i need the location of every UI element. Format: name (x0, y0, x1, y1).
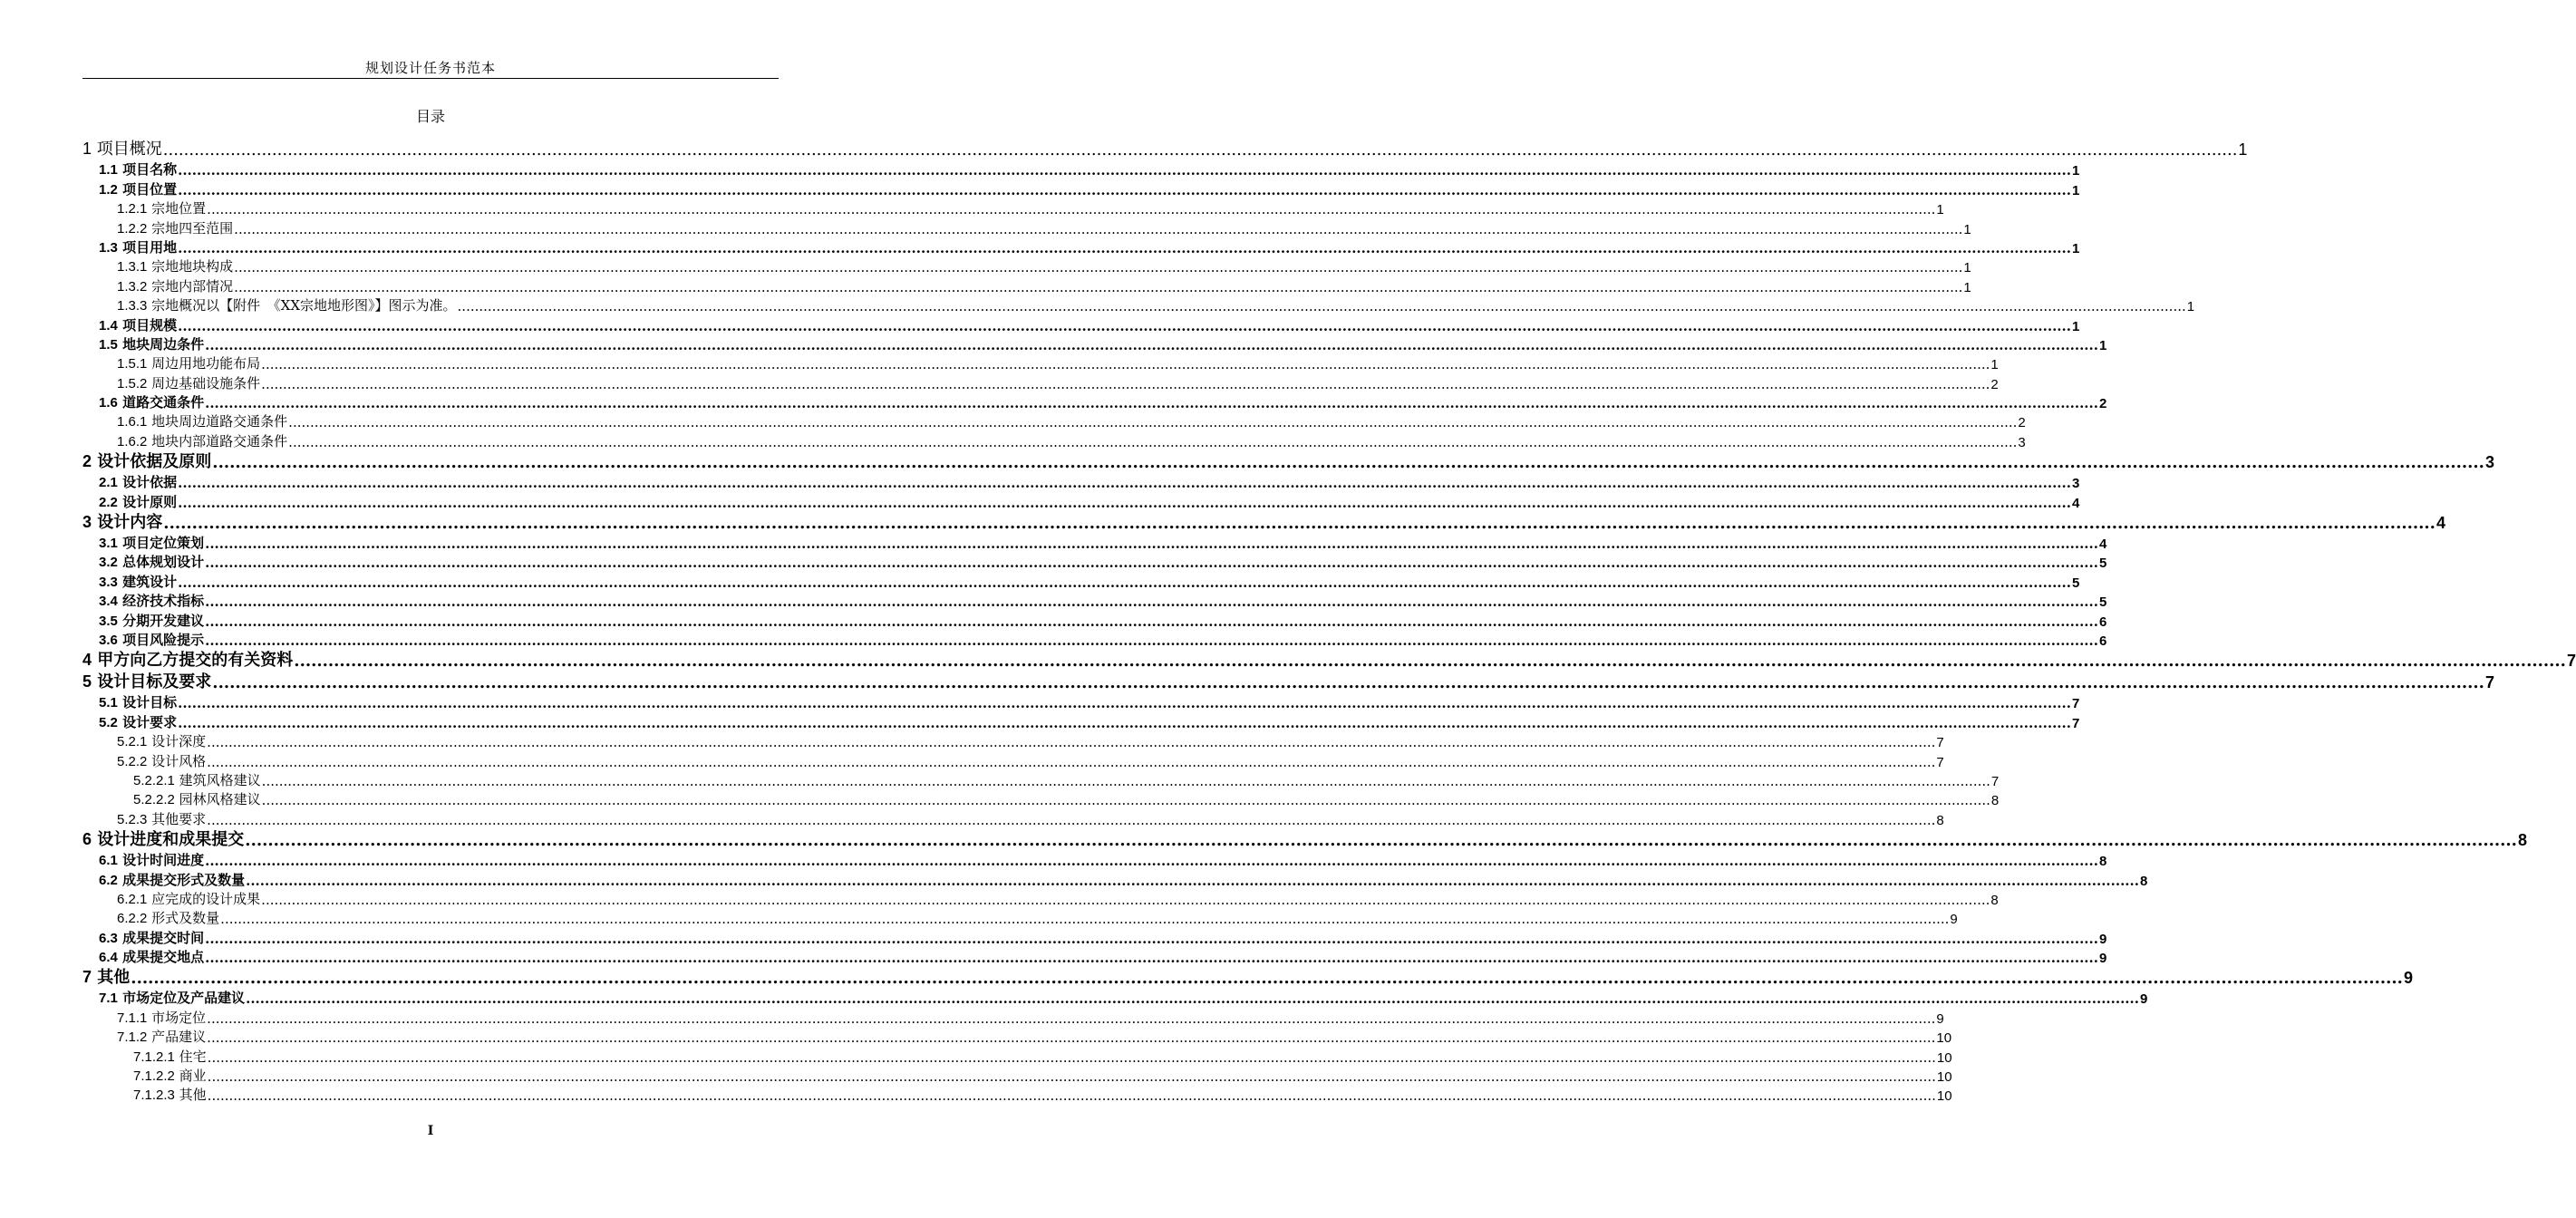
toc-dot-leader: ................................................................................................................................................................................................................................................................................................................................................................................................................ (178, 695, 2071, 712)
toc-entry-text: 项目概况 (96, 140, 162, 159)
toc-entry-label (117, 908, 219, 927)
toc-entry-label (82, 449, 211, 472)
toc-entry-page: 7 (2071, 696, 2080, 712)
toc-dot-leader: ................................................................................................................................................................................................................................................................................................................................................................................................................ (212, 452, 2484, 472)
toc-entry-label (117, 218, 233, 237)
toc-dot-leader: ................................................................................................................................................................................................................................................................................................................................................................................................................ (178, 714, 2071, 731)
toc-entry-page: 1 (2186, 299, 2195, 315)
toc-entry-text: 设计进度和成果提交 (97, 829, 245, 849)
toc-entry-page: 1 (1990, 357, 1999, 373)
toc-entry-label (117, 353, 260, 372)
toc-entry-page: 3 (2071, 476, 2080, 492)
toc-entry-label (99, 334, 204, 353)
toc-entry-text: 建筑设计 (122, 573, 178, 590)
toc-entry-page: 8 (2098, 854, 2107, 870)
toc-entry-page: 5 (2071, 575, 2080, 591)
toc-entry-number: 6.2 (99, 872, 118, 888)
toc-entry[interactable] (82, 966, 2413, 989)
toc-entry-page: 9 (2403, 969, 2413, 988)
toc-entry-text: 设计风格 (151, 752, 207, 769)
toc-entry[interactable] (82, 198, 1944, 218)
page-number: I (427, 1124, 434, 1138)
toc-entry[interactable] (82, 828, 2527, 850)
toc-entry-page: 7 (2566, 651, 2576, 670)
toc-entry-page: 10 (1936, 1030, 1952, 1047)
toc-entry[interactable] (82, 711, 2080, 731)
toc-entry-label (99, 552, 204, 571)
toc-entry-label (82, 647, 293, 671)
toc-entry-number: 1.3.2 (117, 278, 148, 295)
toc-dot-leader: ................................................................................................................................................................................................................................................................................................................................................................................................................ (207, 1049, 1936, 1066)
toc-dot-leader: ................................................................................................................................................................................................................................................................................................................................................................................................................ (205, 950, 2098, 967)
toc-entry-label (99, 947, 204, 966)
toc-entry-label (133, 1047, 207, 1066)
toc-entry-page: 8 (1990, 793, 2000, 809)
toc-entry-label (99, 611, 204, 630)
toc-dot-leader: ................................................................................................................................................................................................................................................................................................................................................................................................................ (288, 414, 2018, 431)
toc-entry-text: 成果提交形式及数量 (122, 871, 246, 888)
toc-entry-page: 9 (1936, 1010, 1944, 1027)
toc-entry-text: 设计内容 (97, 512, 163, 532)
toc-entry-text: 形式及数量 (151, 910, 220, 927)
toc-dot-leader: ................................................................................................................................................................................................................................................................................................................................................................................................................ (220, 911, 1950, 928)
toc-entry-number: 6.2.1 (117, 891, 148, 907)
toc-entry[interactable] (82, 179, 2080, 198)
toc-entry-page: 7 (1990, 773, 2000, 789)
toc-entry-page: 8 (2517, 830, 2527, 849)
toc-entry-number: 5.2.1 (117, 734, 148, 750)
toc-dot-leader: ................................................................................................................................................................................................................................................................................................................................................................................................................ (207, 1010, 1936, 1027)
toc-entry-label (117, 276, 233, 295)
toc-entry-text: 设计目标 (122, 694, 178, 711)
toc-entry-number: 1.6.2 (117, 433, 148, 450)
toc-entry-number: 6.4 (99, 950, 118, 966)
toc-entry[interactable] (82, 314, 2080, 334)
toc-entry-text: 设计目标及要求 (97, 672, 212, 691)
toc-dot-leader: ................................................................................................................................................................................................................................................................................................................................................................................................................ (261, 772, 1990, 789)
toc-dot-leader: ................................................................................................................................................................................................................................................................................................................................................................................................................ (207, 1030, 1936, 1047)
toc-entry-text: 成果提交地点 (122, 949, 205, 966)
toc-entry-label (117, 411, 287, 430)
toc-entry-page: 10 (1936, 1049, 1952, 1066)
toc-entry-page: 8 (1936, 812, 1944, 828)
toc-entry-label (117, 256, 233, 276)
toc-entry-text: 其他 (179, 1087, 207, 1104)
toc-entry-number: 7.1.1 (117, 1010, 148, 1026)
toc-entry-label (133, 1066, 207, 1085)
toc-entry-text: 市场定位 (151, 1009, 207, 1026)
toc-entry[interactable] (82, 552, 2107, 572)
toc-entry-page: 10 (1936, 1088, 1952, 1105)
toc-entry-page: 1 (2098, 337, 2107, 353)
toc-entry-page: 1 (2071, 240, 2080, 256)
toc-dot-leader: ................................................................................................................................................................................................................................................................................................................................................................................................................ (178, 317, 2071, 334)
toc-entry-number: 2.2 (99, 494, 118, 510)
toc-entry[interactable] (82, 256, 1971, 276)
toc-dot-leader: ................................................................................................................................................................................................................................................................................................................................................................................................................ (131, 969, 2403, 989)
toc-dot-leader: ................................................................................................................................................................................................................................................................................................................................................................................................................ (205, 395, 2098, 412)
toc-dot-leader: ................................................................................................................................................................................................................................................................................................................................................................................................................ (207, 753, 1936, 770)
toc-entry-number: 6 (82, 829, 92, 848)
toc-entry-text: 宗地内部情况 (151, 277, 234, 295)
toc-entry[interactable] (82, 630, 2107, 649)
toc-entry-text: 项目名称 (122, 161, 178, 179)
toc-entry[interactable] (82, 334, 2107, 353)
toc-entry-page: 5 (2098, 594, 2107, 611)
toc-entry-number: 1.5 (99, 336, 118, 353)
toc-dot-leader: ................................................................................................................................................................................................................................................................................................................................................................................................................ (205, 336, 2098, 353)
toc-entry[interactable] (82, 947, 2107, 967)
toc-dot-leader: ................................................................................................................................................................................................................................................................................................................................................................................................................ (294, 651, 2566, 671)
toc-entry-page: 4 (2071, 495, 2080, 511)
toc-dot-leader: ................................................................................................................................................................................................................................................................................................................................................................................................................ (205, 613, 2098, 630)
toc-entry-text: 商业 (179, 1068, 207, 1085)
toc-entry-page: 1 (2071, 163, 2080, 179)
toc-dot-leader: ................................................................................................................................................................................................................................................................................................................................................................................................................ (205, 853, 2098, 870)
toc-entry-text: 应完成的设计成果 (151, 890, 261, 907)
toc-entry[interactable] (82, 649, 2576, 671)
toc-entry-page: 9 (2098, 931, 2107, 947)
toc-entry-page: 7 (1936, 754, 1944, 770)
toc-dot-leader: ................................................................................................................................................................................................................................................................................................................................................................................................................ (205, 555, 2098, 572)
toc-heading: 目录 (415, 108, 445, 125)
toc-entry-number: 1.1 (99, 162, 118, 179)
toc-entry-page: 1 (2238, 140, 2248, 159)
page-header-title: 规划设计任务书范本 (364, 60, 496, 76)
toc-entry-page: 7 (2071, 715, 2080, 731)
toc-entry-label (99, 630, 204, 649)
toc-entry-text: 设计原则 (122, 493, 178, 510)
toc-entry-label (99, 988, 245, 1007)
toc-dot-leader: ................................................................................................................................................................................................................................................................................................................................................................................................................ (212, 672, 2484, 692)
toc-entry-label (117, 431, 287, 450)
toc-entry-page: 8 (1990, 892, 1999, 908)
toc-entry-number: 5 (82, 672, 92, 691)
toc-entry-label (99, 850, 204, 869)
toc-entry-label (99, 472, 177, 491)
toc-dot-leader: ................................................................................................................................................................................................................................................................................................................................................................................................................ (207, 734, 1936, 751)
toc-entry-page: 4 (2098, 536, 2107, 553)
toc-entry-number: 1.3.3 (117, 298, 148, 314)
toc-entry[interactable] (82, 571, 2080, 591)
toc-entry-number: 5.2 (99, 714, 118, 730)
toc-entry-text: 地块周边道路交通条件 (151, 413, 288, 430)
toc-entry[interactable] (82, 869, 2148, 889)
toc-entry-number: 3.1 (99, 536, 118, 552)
toc-entry-number: 6.3 (99, 930, 118, 946)
toc-entry-label (99, 179, 177, 198)
toc-entry-page: 3 (2484, 452, 2494, 471)
toc-entry-page: 7 (1936, 735, 1944, 751)
toc-entry-label (99, 492, 177, 511)
toc-entry[interactable] (82, 770, 2000, 789)
toc-entry[interactable] (82, 927, 2107, 947)
toc-entry-text: 总体规划设计 (122, 554, 205, 571)
toc-entry-text: 项目位置 (122, 180, 178, 198)
toc-entry-number: 1.2 (99, 181, 118, 198)
toc-entry-number: 3.4 (99, 594, 118, 610)
toc-entry[interactable] (82, 1046, 1952, 1066)
toc-dot-leader: ................................................................................................................................................................................................................................................................................................................................................................................................................ (457, 298, 2186, 315)
toc-entry-number: 1.6 (99, 395, 118, 411)
toc-entry-label (117, 889, 260, 908)
toc-entry[interactable] (82, 511, 2445, 533)
toc-entry-page: 1 (2071, 182, 2080, 198)
toc-entry[interactable] (82, 850, 2107, 870)
toc-entry-text: 宗地地块构成 (151, 258, 234, 276)
toc-entry[interactable] (82, 1066, 1952, 1086)
toc-entry-label (82, 669, 211, 692)
toc-entry-text: 周边基础设施条件 (151, 374, 261, 392)
toc-dot-leader: ................................................................................................................................................................................................................................................................................................................................................................................................................ (246, 991, 2139, 1008)
toc-entry-number: 1 (82, 140, 92, 158)
toc-entry-number: 7.1 (99, 991, 118, 1007)
toc-dot-leader: ................................................................................................................................................................................................................................................................................................................................................................................................................ (234, 259, 1963, 276)
toc-entry-label (99, 572, 177, 591)
toc-entry-number: 4 (82, 650, 92, 669)
toc-entry-number: 5.1 (99, 695, 118, 711)
toc-entry-label (82, 509, 162, 533)
toc-entry-page: 8 (2139, 873, 2148, 889)
toc-entry-text: 其他要求 (151, 810, 207, 827)
toc-entry[interactable] (82, 491, 2080, 511)
toc-entry-label (99, 591, 204, 610)
toc-entry[interactable] (82, 692, 2080, 712)
toc-dot-leader: ................................................................................................................................................................................................................................................................................................................................................................................................................ (288, 433, 2018, 450)
toc-entry-number: 3.5 (99, 613, 118, 629)
toc-entry-label (117, 373, 260, 392)
toc-dot-leader: ................................................................................................................................................................................................................................................................................................................................................................................................................ (178, 181, 2071, 198)
toc-dot-leader: ................................................................................................................................................................................................................................................................................................................................................................................................................ (261, 891, 1990, 908)
toc-entry-text: 市场定位及产品建议 (122, 990, 246, 1007)
toc-entry-text: 地块周边条件 (122, 335, 205, 353)
toc-entry-label (99, 533, 204, 552)
toc-entry-text: 宗地概况以【附件 《XX宗地地形图》】图示为准。 (151, 297, 457, 314)
toc-entry[interactable] (82, 392, 2107, 412)
toc-dot-leader: ................................................................................................................................................................................................................................................................................................................................................................................................................ (205, 632, 2098, 649)
toc-entry-text: 甲方向乙方提交的有关资料 (97, 650, 294, 670)
toc-entry-text: 设计时间进度 (122, 852, 205, 869)
toc-entry-page: 2 (2018, 415, 2026, 431)
toc-dot-leader: ................................................................................................................................................................................................................................................................................................................................................................................................................ (178, 239, 2071, 256)
toc-entry-page: 9 (2139, 991, 2148, 1008)
toc-entry-number: 6.1 (99, 853, 118, 869)
toc-entry-number: 1.2.2 (117, 220, 148, 237)
toc-entry-number: 2 (82, 451, 92, 470)
toc-entry-label (133, 789, 261, 808)
toc-entry-label (99, 692, 177, 711)
table-of-contents (82, 138, 2576, 1105)
toc-entry-number: 1.4 (99, 317, 118, 334)
toc-entry-label (99, 870, 245, 889)
toc-entry-label (117, 295, 457, 314)
toc-entry-page: 1 (1936, 202, 1944, 218)
toc-entry[interactable] (82, 1007, 1944, 1027)
toc-entry-page: 2 (1990, 376, 1999, 392)
toc-entry-label (117, 751, 206, 770)
toc-dot-leader: ................................................................................................................................................................................................................................................................................................................................................................................................................ (261, 375, 1990, 392)
toc-dot-leader: ................................................................................................................................................................................................................................................................................................................................................................................................................ (178, 475, 2071, 492)
toc-entry-text: 分期开发建议 (122, 612, 205, 629)
toc-entry-text: 周边用地功能布局 (151, 355, 261, 372)
toc-entry-text: 住宅 (179, 1048, 207, 1065)
toc-entry[interactable] (82, 372, 1999, 392)
toc-entry-number: 1.6.1 (117, 414, 148, 430)
toc-entry-text: 产品建议 (151, 1029, 207, 1046)
toc-dot-leader: ................................................................................................................................................................................................................................................................................................................................................................................................................ (178, 162, 2071, 179)
toc-dot-leader: ................................................................................................................................................................................................................................................................................................................................................................................................................ (205, 536, 2098, 553)
toc-dot-leader: ................................................................................................................................................................................................................................................................................................................................................................................................................ (207, 201, 1936, 218)
toc-entry[interactable] (82, 671, 2494, 692)
toc-entry[interactable] (82, 450, 2494, 472)
toc-entry-page: 6 (2098, 614, 2107, 630)
toc-entry-text: 设计深度 (151, 733, 207, 750)
toc-entry-label (99, 237, 177, 256)
toc-entry-label (82, 826, 244, 850)
toc-entry-number: 1.3 (99, 239, 118, 256)
toc-dot-leader: ................................................................................................................................................................................................................................................................................................................................................................................................................ (163, 513, 2436, 533)
toc-dot-leader: ................................................................................................................................................................................................................................................................................................................................................................................................................ (245, 830, 2517, 850)
toc-entry-number: 3.3 (99, 574, 118, 590)
toc-dot-leader: ................................................................................................................................................................................................................................................................................................................................................................................................................ (162, 140, 2238, 160)
toc-entry[interactable] (82, 750, 1944, 770)
toc-entry-label (99, 928, 204, 947)
toc-entry-label (117, 198, 206, 218)
toc-entry-label (117, 809, 206, 828)
toc-entry[interactable] (82, 889, 1999, 908)
toc-entry-text: 设计依据及原则 (97, 451, 212, 471)
toc-dot-leader: ................................................................................................................................................................................................................................................................................................................................................................................................................ (205, 930, 2098, 947)
toc-entry[interactable] (82, 295, 2195, 315)
toc-entry-number: 3.2 (99, 555, 118, 571)
toc-entry-text: 设计依据 (122, 474, 178, 491)
toc-entry[interactable] (82, 411, 2026, 431)
toc-entry-number: 1.2.1 (117, 201, 148, 218)
toc-entry-number: 1.3.1 (117, 259, 148, 276)
header-rule (82, 78, 779, 79)
toc-entry-label (99, 160, 177, 179)
toc-entry[interactable] (82, 533, 2107, 553)
toc-entry-text: 建筑风格建议 (179, 771, 261, 788)
toc-entry[interactable] (82, 1085, 1952, 1105)
toc-entry-page: 7 (2484, 672, 2494, 691)
toc-entry[interactable] (82, 138, 2248, 160)
toc-dot-leader: ................................................................................................................................................................................................................................................................................................................................................................................................................ (178, 494, 2071, 511)
toc-entry-label (99, 392, 204, 411)
toc-entry-number: 5.2.2.2 (133, 792, 175, 808)
toc-entry[interactable] (82, 218, 1971, 237)
toc-entry-number: 1.5.1 (117, 356, 148, 372)
toc-entry[interactable] (82, 610, 2107, 630)
toc-entry-page: 5 (2098, 556, 2107, 572)
toc-entry[interactable] (82, 430, 2026, 450)
toc-entry-number: 3 (82, 512, 92, 531)
toc-entry-label (82, 136, 162, 160)
toc-dot-leader: ................................................................................................................................................................................................................................................................................................................................................................................................................ (234, 220, 1963, 237)
toc-entry-page: 1 (1963, 221, 1971, 237)
toc-entry-number: 7.1.2.3 (133, 1088, 175, 1104)
toc-dot-leader: ................................................................................................................................................................................................................................................................................................................................................................................................................ (205, 594, 2098, 611)
toc-entry-label (117, 1027, 206, 1046)
toc-entry[interactable] (82, 789, 2000, 809)
toc-entry-number: 5.2.3 (117, 811, 148, 827)
toc-entry-number: 5.2.2 (117, 753, 148, 769)
toc-entry-text: 其他 (97, 968, 131, 988)
toc-entry-text: 宗地位置 (151, 200, 207, 218)
toc-entry-label (117, 1008, 206, 1027)
toc-entry-number: 7.1.2 (117, 1030, 148, 1046)
toc-entry-page: 10 (1936, 1069, 1952, 1086)
toc-entry-page: 2 (2098, 396, 2107, 412)
toc-entry[interactable] (82, 591, 2107, 611)
toc-entry-label (133, 770, 261, 789)
toc-dot-leader: ................................................................................................................................................................................................................................................................................................................................................................................................................ (178, 574, 2071, 591)
toc-entry-text: 宗地四至范围 (151, 219, 234, 237)
toc-entry-number: 1.5.2 (117, 375, 148, 392)
toc-entry-page: 1 (1963, 279, 1971, 295)
toc-entry-text: 项目风险提示 (122, 631, 205, 648)
toc-entry-label (82, 964, 130, 988)
toc-entry[interactable] (82, 353, 1999, 373)
toc-entry-text: 道路交通条件 (122, 394, 205, 411)
toc-entry-page: 3 (2018, 434, 2026, 450)
toc-entry-page: 4 (2436, 513, 2445, 532)
toc-entry-number: 7.1.2.2 (133, 1068, 175, 1085)
toc-entry-text: 经济技术指标 (122, 593, 205, 610)
toc-entry-number: 7.1.2.1 (133, 1049, 175, 1065)
toc-entry-text: 园林风格建议 (179, 791, 261, 808)
toc-entry-number: 7 (82, 968, 92, 987)
toc-entry[interactable] (82, 988, 2148, 1008)
toc-entry-number: 5.2.2.1 (133, 772, 175, 788)
toc-entry-page: 1 (1963, 260, 1971, 276)
toc-entry-label (99, 315, 177, 334)
toc-entry-page: 9 (2098, 951, 2107, 967)
toc-dot-leader: ................................................................................................................................................................................................................................................................................................................................................................................................................ (261, 792, 1990, 809)
toc-dot-leader: ................................................................................................................................................................................................................................................................................................................................................................................................................ (246, 872, 2139, 889)
toc-entry-page: 6 (2098, 633, 2107, 649)
toc-entry[interactable] (82, 731, 1944, 751)
toc-dot-leader: ................................................................................................................................................................................................................................................................................................................................................................................................................ (261, 356, 1990, 373)
toc-entry-text: 项目规模 (122, 316, 178, 334)
toc-entry-text: 项目用地 (122, 238, 178, 256)
toc-entry-number: 3.6 (99, 632, 118, 648)
toc-entry-number: 2.1 (99, 475, 118, 491)
toc-entry-text: 设计要求 (122, 713, 178, 730)
toc-entry-text: 项目定位策划 (122, 535, 205, 552)
toc-dot-leader: ................................................................................................................................................................................................................................................................................................................................................................................................................ (207, 1088, 1936, 1105)
toc-entry[interactable] (82, 160, 2080, 179)
toc-entry[interactable] (82, 908, 1958, 928)
toc-entry[interactable] (82, 276, 1971, 295)
toc-entry-page: 9 (1950, 912, 1958, 928)
toc-dot-leader: ................................................................................................................................................................................................................................................................................................................................................................................................................ (207, 811, 1936, 828)
toc-entry[interactable] (82, 1027, 1952, 1047)
toc-entry-label (117, 731, 206, 750)
toc-entry[interactable] (82, 808, 1944, 828)
toc-dot-leader: ................................................................................................................................................................................................................................................................................................................................................................................................................ (207, 1068, 1936, 1086)
toc-dot-leader: ................................................................................................................................................................................................................................................................................................................................................................................................................ (234, 278, 1963, 295)
toc-entry-page: 1 (2071, 318, 2080, 334)
toc-entry[interactable] (82, 237, 2080, 256)
toc-entry-label (133, 1085, 207, 1104)
toc-entry[interactable] (82, 472, 2080, 492)
toc-entry-number: 6.2.2 (117, 911, 148, 927)
toc-entry-text: 地块内部道路交通条件 (151, 432, 288, 450)
toc-entry-label (99, 712, 177, 731)
toc-entry-text: 成果提交时间 (122, 929, 205, 946)
